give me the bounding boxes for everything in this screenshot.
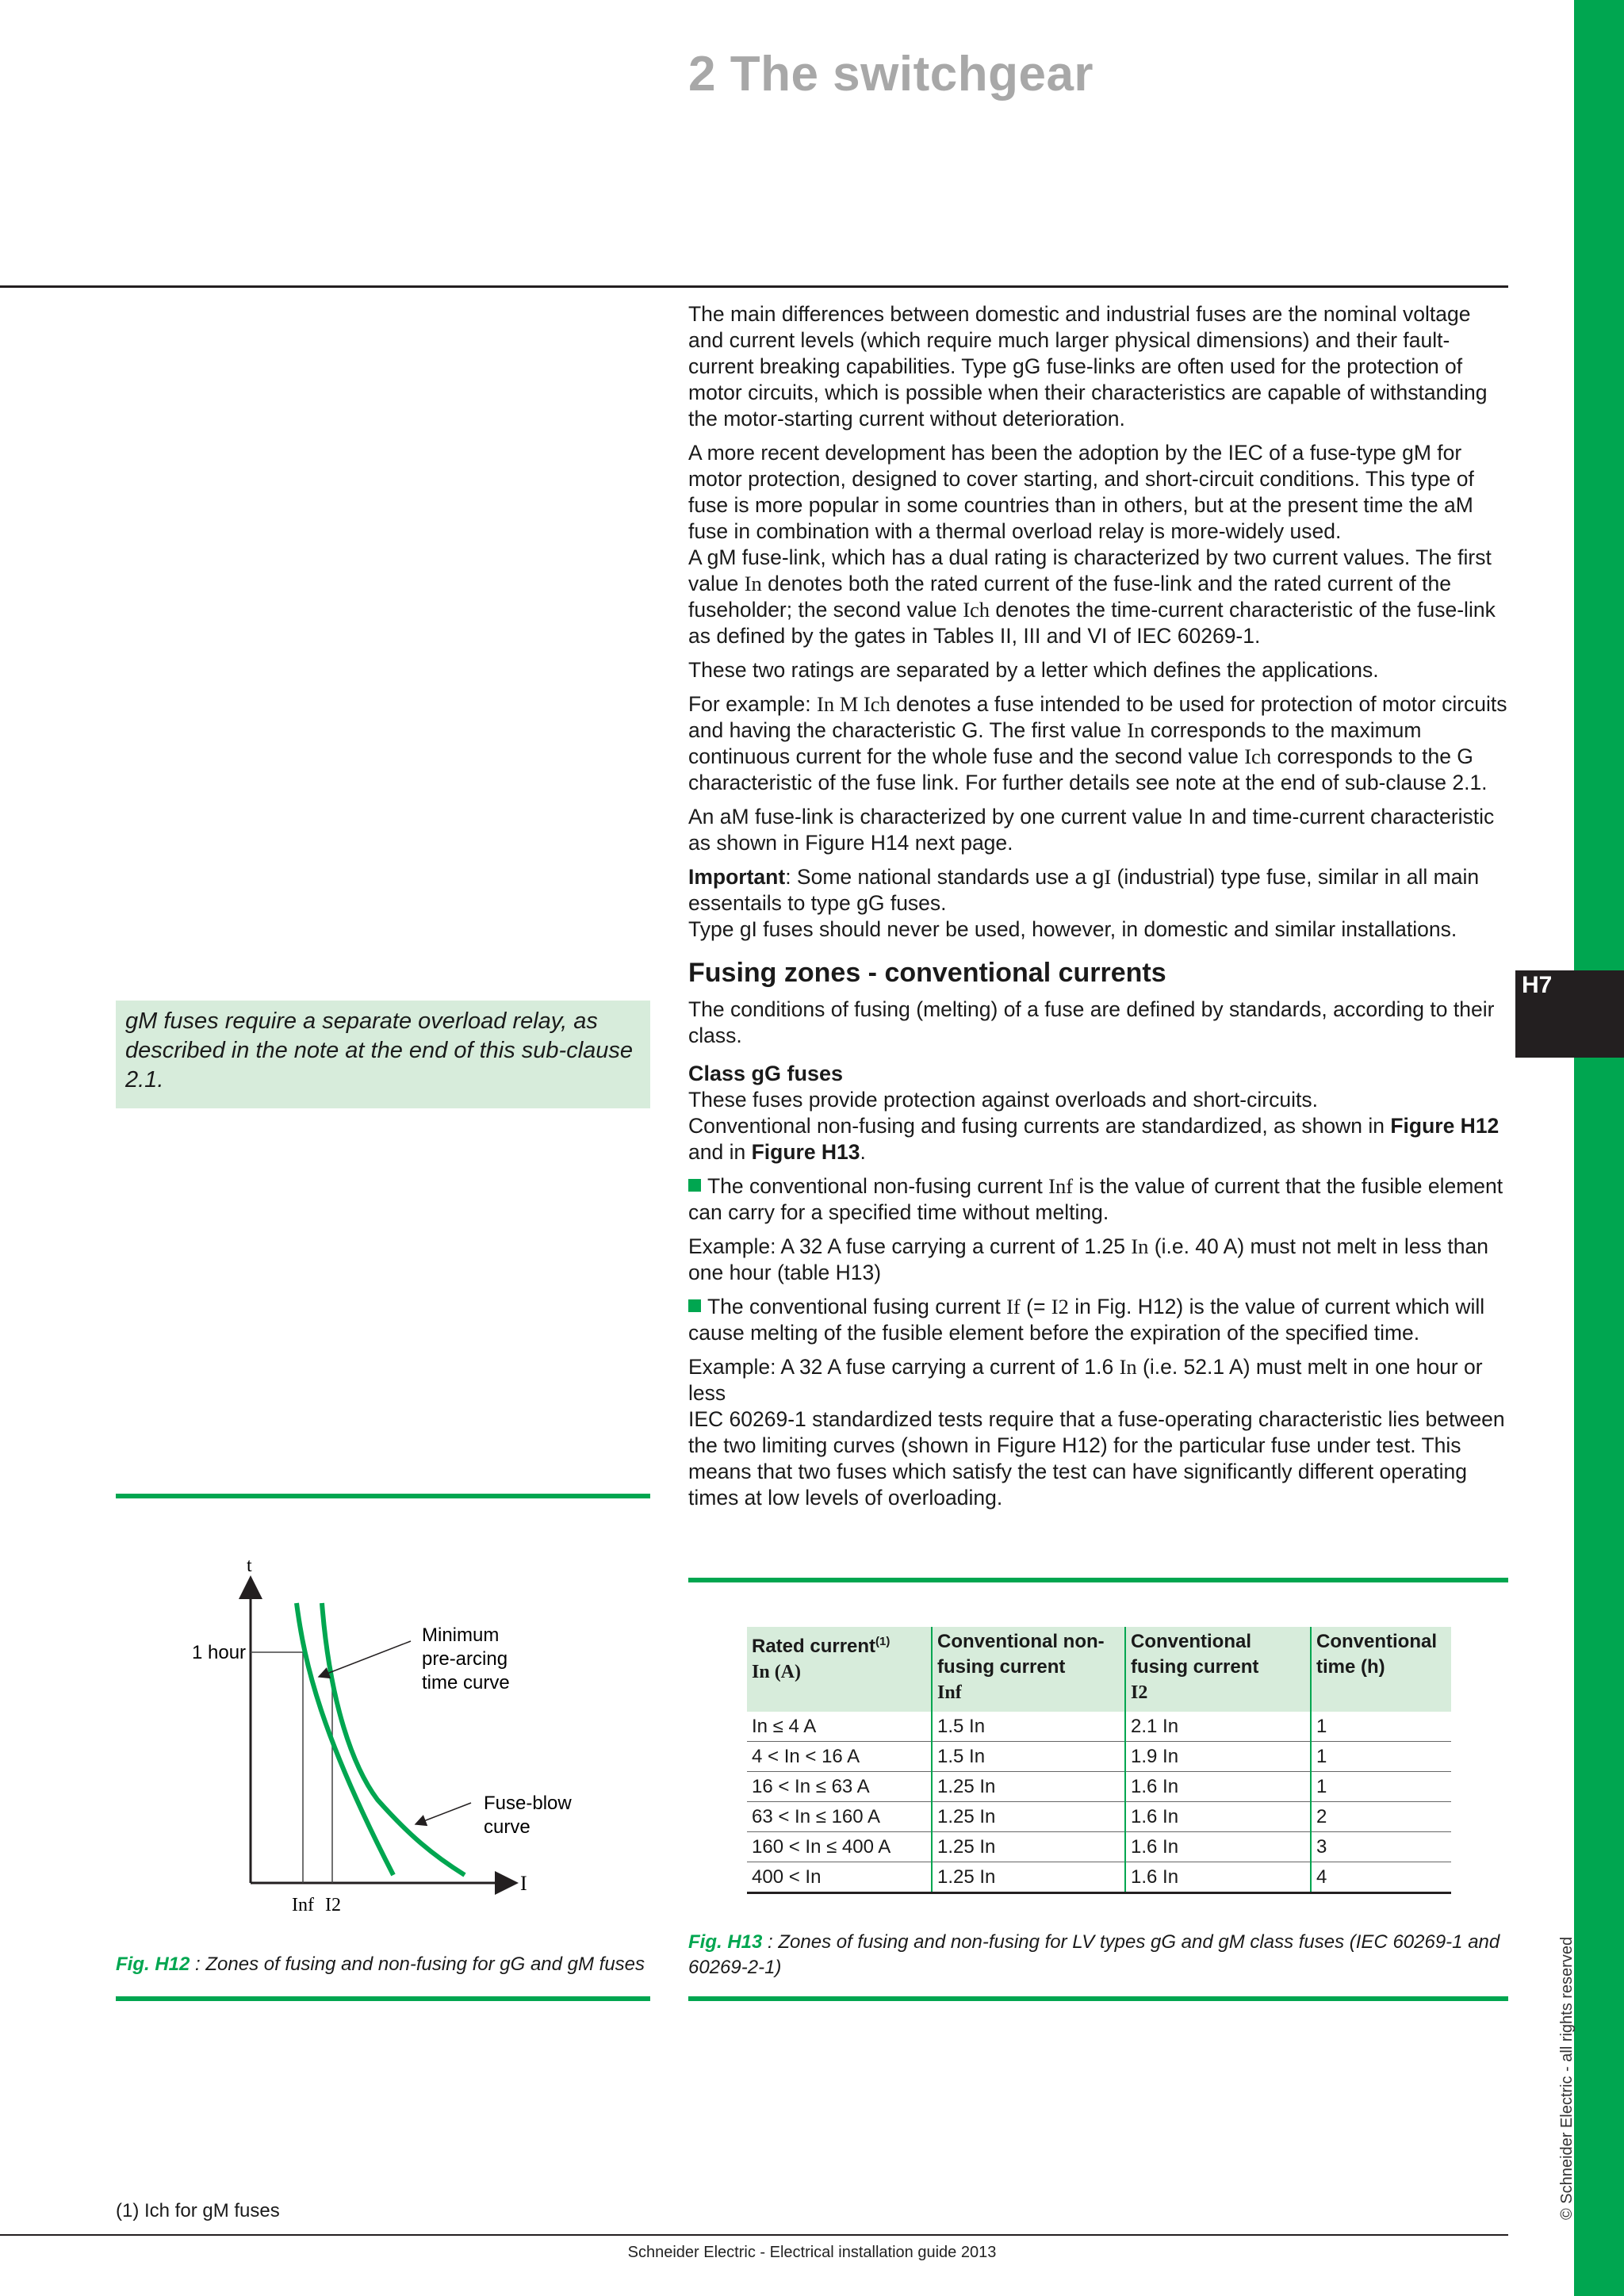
copyright-notice: © Schneider Electric - all rights reserved [1558, 1936, 1576, 2220]
pre-arcing-label: Minimum pre-arcing time curve [422, 1624, 510, 1693]
i2-label: I2 [325, 1895, 341, 1915]
paragraph: An aM fuse-link is characterized by one current value In and time-current characteristic as shown in Figure H14 next page. [688, 805, 1495, 855]
page-number-tab [1515, 970, 1624, 1058]
paragraph: IEC 60269-1 standardized tests require that a fuse-operating characteristic lies between the two limiting curves (shown in Figure H12) for the particular fuse under test. This means that two fuses which satisfy the test can have significantly different operating times at low levels of overloading. [688, 1407, 1505, 1510]
table-row: 63 < In ≤ 160 A 1.25 In 1.6 In 2 [747, 1802, 1451, 1832]
table-bottom-rule [688, 1996, 1508, 2001]
bullet-item: The conventional fusing current If (= I2 in Fig. H12) is the value of current which will cause melting of the fusible element before the expiration of the specified time. [688, 1295, 1485, 1345]
paragraph: Type gI fuses should never be used, however, in domestic and similar installations. [688, 917, 1457, 941]
table-h13 [747, 1627, 1451, 1894]
fuse-blow-label: Fuse-blow curve [484, 1793, 572, 1838]
table-row: 400 < In 1.25 In 1.6 In 4 [747, 1862, 1451, 1893]
section-heading: Fusing zones - conventional currents [688, 958, 1166, 988]
paragraph: The main differences between domestic and industrial fuses are the nominal voltage and current levels (which require much larger physical dimensions) and their fault-current breaking capabilities. Type gG fuse-links are often used for the protection of motor circuits, which is possible when their characteristics are capable of withstanding the motor-starting current without deterioration. [688, 302, 1488, 430]
paragraph: A more recent development has been the adoption by the IEC of a fuse-type gM for motor protection, designed to cover starting, and short-circuit conditions. This type of fuse is more popular in some countries than in others, but at the present time the aM fuse in combination with a thermal overload relay is more-widely used. [688, 441, 1474, 543]
header-fusing-current: Conventional fusing current I2 [1125, 1627, 1311, 1712]
footnote: (1) Ich for gM fuses [116, 2200, 280, 2221]
header-conventional-time: Conventional time (h) [1311, 1627, 1451, 1712]
table-row: 160 < In ≤ 400 A 1.25 In 1.6 In 3 [747, 1832, 1451, 1862]
inf-label: Inf [292, 1895, 314, 1915]
header-rule [0, 285, 1508, 288]
paragraph: Important: Some national standards use a gI (industrial) type fuse, similar in all main essentails to type gG fuses. [688, 865, 1480, 915]
table-row: In ≤ 4 A 1.5 In 2.1 In 1 [747, 1712, 1451, 1742]
i-axis-label: I [520, 1872, 527, 1895]
chapter-title: 2 The switchgear [688, 47, 1094, 101]
paragraph: Conventional non-fusing and fusing currents are standardized, as shown in Figure H12 and in Figure H13. [688, 1114, 1500, 1164]
pre-arcing-pointer [319, 1641, 411, 1677]
figure-bottom-rule [116, 1996, 650, 2001]
figure-h12-caption: Fig. H12 : Zones of fusing and non-fusing for gG and gM fuses [116, 1954, 645, 1975]
paragraph: These two ratings are separated by a letter which defines the applications. [688, 658, 1379, 682]
page-number: H7 [1522, 972, 1553, 998]
bullet-square-icon [688, 1299, 701, 1312]
t-axis-label: t [247, 1556, 252, 1576]
subsection-heading: Class gG fuses [688, 1062, 844, 1085]
paragraph: These fuses provide protection against overloads and short-circuits. [688, 1088, 1318, 1112]
fuse-blow-pointer [416, 1803, 471, 1824]
side-color-bar [1574, 0, 1624, 2296]
paragraph: A gM fuse-link, which has a dual rating is characterized by two current values. The first value In denotes both the rated current of the fuse-link and the rated current of the fuseholder; the second value Ich denotes the time-current characteristic of the fuse-link as defined by the gates in Tables II, III and VI of IEC 60269-1. [688, 545, 1496, 648]
main-text-column [688, 301, 1510, 1519]
paragraph: The conditions of fusing (melting) of a fuse are defined by standards, according to their class. [688, 997, 1495, 1047]
table-header-row [747, 1627, 1451, 1712]
fuse-curve-diagram [116, 1554, 650, 1919]
one-hour-label: 1 hour [192, 1642, 247, 1663]
bullet-item: The conventional non-fusing current Inf is the value of current that the fusible element can carry for a specified time without melting. [688, 1174, 1503, 1224]
figure-h13-caption: Fig. H13 : Zones of fusing and non-fusing for LV types gG and gM class fuses (IEC 60269-1 and 60269-2-1) [688, 1931, 1500, 1978]
table-top-rule [688, 1578, 1508, 1582]
table-row: 16 < In ≤ 63 A 1.25 In 1.6 In 1 [747, 1772, 1451, 1802]
table-row: 4 < In < 16 A 1.5 In 1.9 In 1 [747, 1742, 1451, 1772]
margin-note: gM fuses require a separate overload relay, as described in the note at the end of this sub-clause 2.1. [116, 1001, 650, 1108]
bullet-square-icon [688, 1179, 701, 1192]
figure-top-rule [116, 1494, 650, 1498]
header-rated-current: Rated current$^{(1)}$ In (A) [747, 1627, 932, 1712]
header-non-fusing-current: Conventional non- fusing current Inf [932, 1627, 1125, 1712]
page-footer: Schneider Electric - Electrical installation guide 2013 [627, 2244, 997, 2261]
paragraph: For example: In M Ich denotes a fuse intended to be used for protection of motor circuits and having the characteristic G. The first value In corresponds to the maximum continuous current for the whole fuse and the second value Ich corresponds to the G characteristic of the fuse link. For further details see note at the end of sub-clause 2.1. [688, 692, 1507, 794]
footer-rule [0, 2234, 1508, 2236]
paragraph: Example: A 32 A fuse carrying a current of 1.6 In (i.e. 52.1 A) must melt in one hour or less [688, 1355, 1483, 1405]
paragraph: Example: A 32 A fuse carrying a current of 1.25 In (i.e. 40 A) must not melt in less than one hour (table H13) [688, 1234, 1488, 1284]
